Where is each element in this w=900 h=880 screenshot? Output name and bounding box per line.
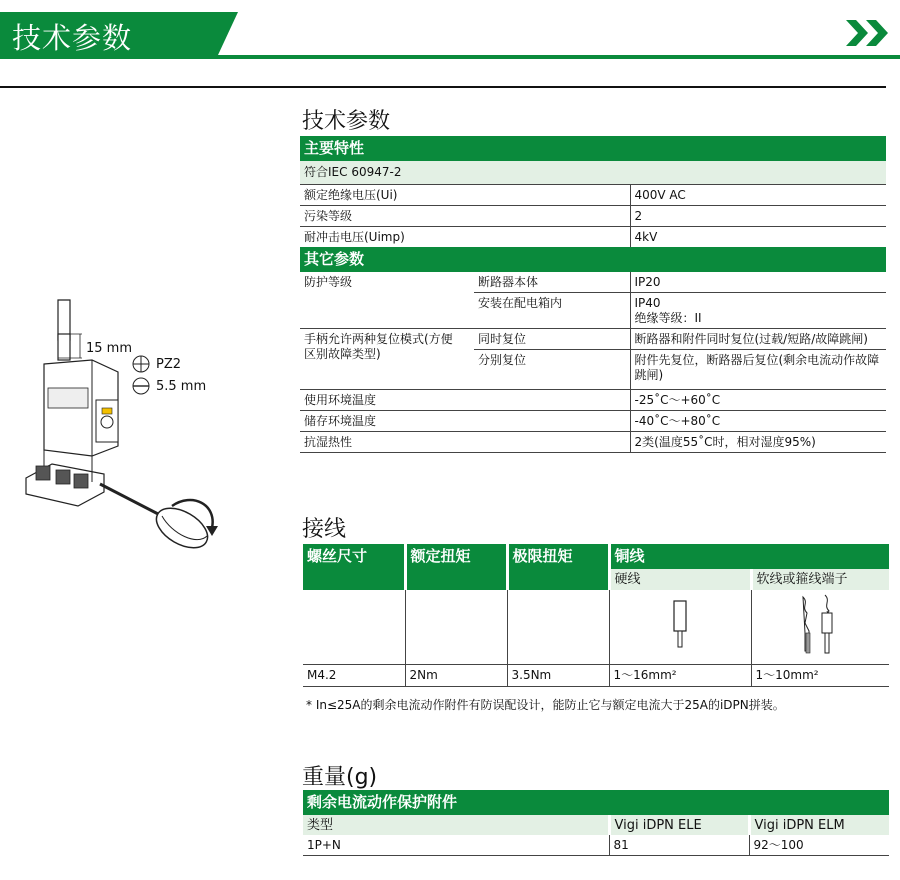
table-row-label: 使用环境温度 xyxy=(300,390,630,411)
flat-screwdriver-label: 5.5 mm xyxy=(156,379,207,394)
model-col-label: Vigi iDPN ELE xyxy=(609,815,749,835)
table-row-label: 耐冲击电压(Uimp) xyxy=(300,227,630,248)
table-row-label: 污染等级 xyxy=(300,206,630,227)
protection-value: IP20 xyxy=(630,272,886,293)
stranded-wire-icon xyxy=(751,590,889,665)
table-row-label: 额定绝缘电压(Ui) xyxy=(300,185,630,206)
installation-illustration xyxy=(22,296,232,556)
solid-wire-icon xyxy=(609,590,751,665)
table-row-value: -25˚C～+60˚C xyxy=(630,390,886,411)
weight-table xyxy=(303,790,889,856)
other-params-header: 其它参数 xyxy=(304,250,365,268)
main-features-header: 主要特性 xyxy=(304,139,365,157)
standard-row: 符合IEC 60947-2 xyxy=(304,165,402,179)
wiring-value: 2Nm xyxy=(405,665,507,687)
reset-sub-label: 同时复位 xyxy=(474,329,630,350)
reset-sub-label: 分别复位 xyxy=(474,350,630,390)
type-col-label: 类型 xyxy=(307,818,334,833)
wiring-value: 1～10mm² xyxy=(751,665,889,687)
header-rule xyxy=(0,55,900,59)
col-header: 额定扭矩 xyxy=(405,544,507,590)
weight-row-label: 1P+N xyxy=(303,835,609,856)
protection-sub-label: 安装在配电箱内 xyxy=(474,293,630,329)
weight-value: 92～100 xyxy=(749,835,889,856)
col-header: 铜线 xyxy=(609,544,889,569)
table-row-value: 2类(温度55˚C时，相对湿度95%) xyxy=(630,432,886,453)
wiring-value: 3.5Nm xyxy=(507,665,609,687)
reset-value: 断路器和附件同时复位(过载/短路/故障跳闸) xyxy=(630,329,886,350)
banner-wedge xyxy=(188,12,238,58)
table-row-label: 抗湿热性 xyxy=(300,432,630,453)
protection-label: 防护等级 xyxy=(304,275,353,289)
page-title: 技术参数 xyxy=(12,21,133,55)
wiring-table xyxy=(303,544,889,687)
col-header: 极限扭矩 xyxy=(507,544,609,590)
wiring-footnote: * In≤25A的剩余电流动作附件有防误配设计，能防止它与额定电流大于25A的iDPN拼装。 xyxy=(306,698,785,712)
protection-sub-label: 断路器本体 xyxy=(478,275,539,289)
wiring-value: 1～16mm² xyxy=(609,665,751,687)
protection-value: IP40 绝缘等级：II xyxy=(630,293,886,329)
weight-header: 剩余电流动作保护附件 xyxy=(307,793,458,811)
tech-table xyxy=(300,136,886,453)
sub-header: 软线或箍线端子 xyxy=(751,569,889,590)
wire-strip-length-label: 15 mm xyxy=(86,341,133,356)
wiring-section-title: 接线 xyxy=(302,517,347,542)
weight-section-title: 重量(g) xyxy=(302,765,378,790)
table-row-label: 储存环境温度 xyxy=(300,411,630,432)
model-col-label: Vigi iDPN ELM xyxy=(749,815,889,835)
separator-line xyxy=(0,86,886,88)
table-row-value: 400V AC xyxy=(630,185,886,206)
reset-mode-label: 手柄允许两种复位模式(方便区别故障类型) xyxy=(300,329,474,390)
table-row-value: 4kV xyxy=(630,227,886,248)
table-row-value: 2 xyxy=(630,206,886,227)
next-page-icon[interactable] xyxy=(844,18,892,48)
col-header: 螺丝尺寸 xyxy=(303,544,405,590)
tech-section-title: 技术参数 xyxy=(302,109,391,134)
table-row-value: -40˚C～+80˚C xyxy=(630,411,886,432)
sub-header: 硬线 xyxy=(609,569,751,590)
wiring-value: M4.2 xyxy=(303,665,405,687)
pozidriv-label: PZ2 xyxy=(156,357,182,372)
reset-value: 附件先复位，断路器后复位(剩余电流动作故障跳闸) xyxy=(630,350,886,390)
weight-value: 81 xyxy=(609,835,749,856)
